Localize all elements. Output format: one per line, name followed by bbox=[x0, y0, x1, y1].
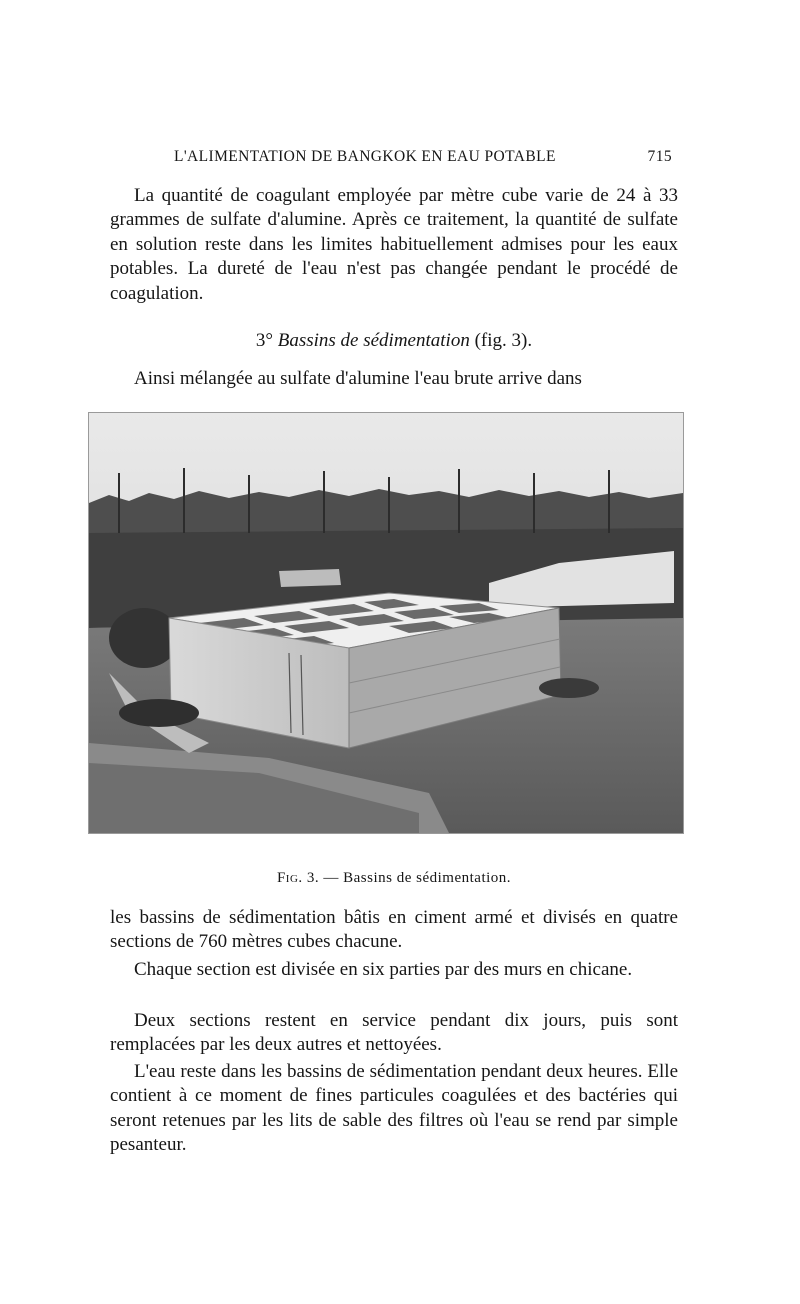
paragraph-basins: les bassins de sédimentation bâtis en ciment armé et divisés en quatre sections de 760 mètres cubes chacune. bbox=[110, 907, 678, 953]
figure-photo bbox=[88, 412, 684, 834]
figure-caption-text: Bassins de sédimentation. bbox=[343, 870, 512, 886]
figure-dash: — bbox=[323, 870, 339, 886]
paragraph-coagulant: La quantité de coagulant employée par mètre cube varie de 24 à 33 grammes de sulfate d'alumine. Après ce traitement, la quantité de sulfate en solution reste dans les limites habituellement admises pour les eaux potables. La dureté de l'eau n'est pas changée pendant le procédé de coagulation. bbox=[110, 185, 678, 304]
figure-label: Fig. 3. bbox=[276, 870, 320, 886]
section-heading bbox=[110, 329, 678, 353]
paragraph-sections: Chaque section est divisée en six parties par des murs en chicane. bbox=[134, 959, 633, 980]
paragraph-retention: L'eau reste dans les bassins de sédimentation pendant deux heures. Elle contient à ce moment de fines particules coagulées et des bactéries qui seront retenues par les lits de sable des filtres où l'eau se rend par simple pesanteur. bbox=[110, 1061, 678, 1156]
running-header bbox=[110, 148, 678, 170]
sedimentation-basins-photo bbox=[89, 413, 683, 833]
section-number: 3° bbox=[255, 330, 273, 351]
page-number: 715 bbox=[647, 148, 672, 165]
figure-caption bbox=[110, 870, 678, 887]
section-figure-ref: (fig. 3). bbox=[474, 330, 533, 351]
paragraph-service: Deux sections restent en service pendant dix jours, puis sont remplacées par les deux autres et nettoyées. bbox=[110, 1010, 678, 1056]
paragraph-intro: Ainsi mélangée au sulfate d'alumine l'eau brute arrive dans bbox=[134, 368, 582, 389]
running-title: L'ALIMENTATION DE BANGKOK EN EAU POTABLE bbox=[174, 148, 556, 165]
section-title: Bassins de sédimentation bbox=[277, 330, 470, 351]
